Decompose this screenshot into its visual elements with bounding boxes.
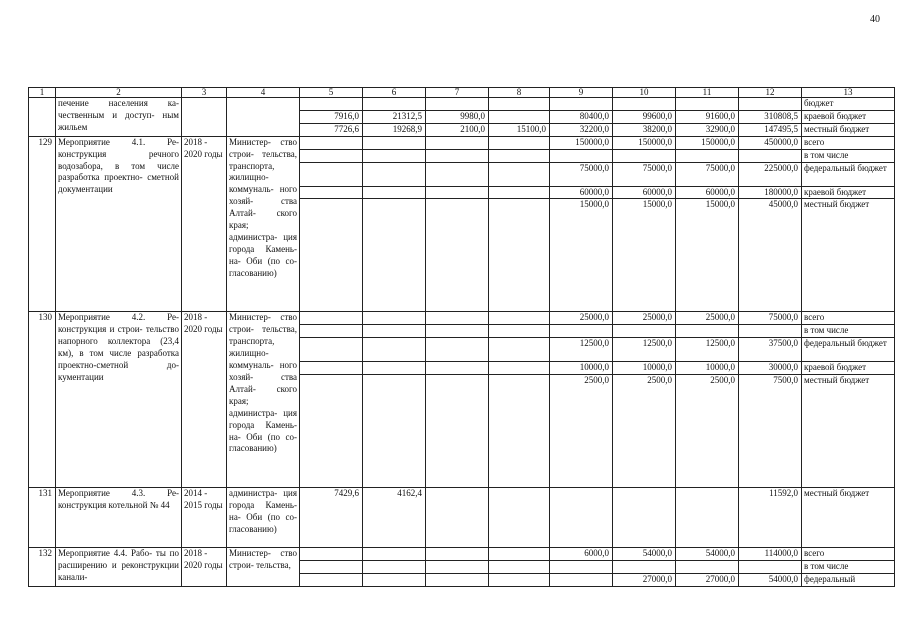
amount-cell <box>676 325 739 338</box>
amount-cell <box>550 488 613 548</box>
amount-cell: 114000,0 <box>739 548 802 561</box>
amount-cell: 45000,0 <box>739 199 802 312</box>
measure-name-cell: печение населения ка- чественным и доступ- ным жильем <box>56 98 182 137</box>
table-row <box>29 548 895 561</box>
row-number-cell: 129 <box>29 136 56 312</box>
amount-cell <box>613 98 676 111</box>
amount-cell <box>300 136 363 149</box>
amount-cell <box>300 199 363 312</box>
amount-cell <box>489 186 550 199</box>
executor-cell: Министер- ство строи- тельства, транспорта, жилищно- коммуналь- ного хозяй- ства Алтай- ского края; администра- ция города Камень-на- Оби (по со- гласованию) <box>227 136 300 312</box>
funding-source-cell: местный бюджет <box>802 375 895 488</box>
amount-cell: 60000,0 <box>550 186 613 199</box>
amount-cell: 15000,0 <box>550 199 613 312</box>
amount-cell <box>739 98 802 111</box>
amount-cell <box>550 573 613 586</box>
amount-cell: 37500,0 <box>739 338 802 362</box>
amount-cell <box>489 573 550 586</box>
amount-cell <box>363 186 426 199</box>
amount-cell: 2500,0 <box>613 375 676 488</box>
amount-cell: 10000,0 <box>676 362 739 375</box>
funding-source-cell: краевой бюджет <box>802 362 895 375</box>
amount-cell: 54000,0 <box>676 548 739 561</box>
amount-cell <box>426 362 489 375</box>
amount-cell <box>489 162 550 186</box>
amount-cell <box>300 162 363 186</box>
amount-cell <box>676 488 739 548</box>
amount-cell <box>426 149 489 162</box>
amount-cell: 75000,0 <box>739 312 802 325</box>
amount-cell <box>489 362 550 375</box>
amount-cell: 7500,0 <box>739 375 802 488</box>
measure-name-cell: Мероприятие 4.3. Ре- конструкция котельной № 44 <box>56 488 182 548</box>
amount-cell <box>426 338 489 362</box>
amount-cell <box>426 199 489 312</box>
amount-cell <box>550 149 613 162</box>
funding-source-cell: бюджет <box>802 98 895 111</box>
amount-cell <box>363 98 426 111</box>
executor-cell: администра- ция города Камень-на- Оби (по со- гласованию) <box>227 488 300 548</box>
amount-cell: 15000,0 <box>613 199 676 312</box>
amount-cell: 9980,0 <box>426 110 489 123</box>
amount-cell <box>426 186 489 199</box>
funding-source-cell: в том числе <box>802 325 895 338</box>
funding-source-cell: всего <box>802 312 895 325</box>
amount-cell <box>676 98 739 111</box>
col-header: 5 <box>300 88 363 98</box>
table-row <box>29 98 895 111</box>
amount-cell: 27000,0 <box>613 573 676 586</box>
amount-cell <box>300 573 363 586</box>
amount-cell <box>489 199 550 312</box>
col-header: 10 <box>613 88 676 98</box>
amount-cell: 60000,0 <box>613 186 676 199</box>
amount-cell: 27000,0 <box>676 573 739 586</box>
amount-cell <box>363 199 426 312</box>
funding-source-cell: местный бюджет <box>802 199 895 312</box>
amount-cell <box>300 186 363 199</box>
amount-cell <box>300 98 363 111</box>
amount-cell <box>363 338 426 362</box>
amount-cell <box>489 98 550 111</box>
col-header: 7 <box>426 88 489 98</box>
amount-cell: 4162,4 <box>363 488 426 548</box>
measure-name-cell: Мероприятие 4.4. Рабо- ты по расширению и реконструкции канали- <box>56 548 182 587</box>
row-number-cell <box>29 98 56 137</box>
page-number: 40 <box>870 14 880 25</box>
col-header: 3 <box>182 88 227 98</box>
amount-cell <box>489 548 550 561</box>
amount-cell: 180000,0 <box>739 186 802 199</box>
amount-cell: 99600,0 <box>613 110 676 123</box>
amount-cell: 2100,0 <box>426 123 489 136</box>
col-header: 8 <box>489 88 550 98</box>
amount-cell: 32200,0 <box>550 123 613 136</box>
amount-cell <box>739 561 802 574</box>
amount-cell: 2500,0 <box>550 375 613 488</box>
amount-cell <box>363 375 426 488</box>
funding-source-cell: федеральный бюджет <box>802 338 895 362</box>
amount-cell: 25000,0 <box>676 312 739 325</box>
amount-cell <box>613 325 676 338</box>
amount-cell <box>426 98 489 111</box>
amount-cell: 75000,0 <box>550 162 613 186</box>
amount-cell: 225000,0 <box>739 162 802 186</box>
amount-cell <box>426 488 489 548</box>
amount-cell: 450000,0 <box>739 136 802 149</box>
amount-cell <box>550 325 613 338</box>
amount-cell: 310808,5 <box>739 110 802 123</box>
amount-cell <box>489 110 550 123</box>
funding-source-cell: местный бюджет <box>802 123 895 136</box>
years-cell: 2018 - 2020 годы <box>182 312 227 488</box>
amount-cell: 80400,0 <box>550 110 613 123</box>
amount-cell <box>426 573 489 586</box>
amount-cell <box>363 548 426 561</box>
amount-cell <box>489 136 550 149</box>
amount-cell: 7726,6 <box>300 123 363 136</box>
executor-cell: Министер- ство строи- тельства, транспорта, жилищно- коммуналь- ного хозяй- ства Алтай- ского края; администра- ция города Камень-на- Оби (по со- гласованию) <box>227 312 300 488</box>
amount-cell <box>300 338 363 362</box>
amount-cell <box>489 325 550 338</box>
amount-cell: 32900,0 <box>676 123 739 136</box>
amount-cell: 21312,5 <box>363 110 426 123</box>
amount-cell: 147495,5 <box>739 123 802 136</box>
amount-cell <box>489 312 550 325</box>
amount-cell <box>426 548 489 561</box>
amount-cell <box>300 362 363 375</box>
amount-cell <box>489 561 550 574</box>
amount-cell: 6000,0 <box>550 548 613 561</box>
amount-cell <box>363 325 426 338</box>
amount-cell <box>613 561 676 574</box>
amount-cell <box>676 561 739 574</box>
amount-cell <box>676 149 739 162</box>
col-header: 13 <box>802 88 895 98</box>
col-header: 6 <box>363 88 426 98</box>
amount-cell <box>426 312 489 325</box>
years-cell: 2018 - 2020 годы <box>182 136 227 312</box>
amount-cell: 38200,0 <box>613 123 676 136</box>
amount-cell: 75000,0 <box>613 162 676 186</box>
col-header: 12 <box>739 88 802 98</box>
amount-cell <box>489 338 550 362</box>
funding-source-cell: в том числе <box>802 561 895 574</box>
row-number-cell: 132 <box>29 548 56 587</box>
funding-source-cell: всего <box>802 136 895 149</box>
funding-source-cell: федеральный <box>802 573 895 586</box>
amount-cell <box>426 162 489 186</box>
amount-cell <box>300 312 363 325</box>
measure-name-cell: Мероприятие 4.2. Ре- конструкция и строи- тельство напорного коллектора (23,4 км), в том числе разработка проектно-сметной до- кументации <box>56 312 182 488</box>
amount-cell: 2500,0 <box>676 375 739 488</box>
table-row <box>29 312 895 325</box>
years-cell: 2014 - 2015 годы <box>182 488 227 548</box>
header-row <box>29 88 895 98</box>
amount-cell: 10000,0 <box>613 362 676 375</box>
col-header: 4 <box>227 88 300 98</box>
amount-cell <box>363 162 426 186</box>
amount-cell <box>426 325 489 338</box>
amount-cell: 75000,0 <box>676 162 739 186</box>
amount-cell <box>363 149 426 162</box>
amount-cell: 54000,0 <box>739 573 802 586</box>
amount-cell <box>300 548 363 561</box>
funding-source-cell: краевой бюджет <box>802 186 895 199</box>
amount-cell: 12500,0 <box>550 338 613 362</box>
amount-cell <box>363 136 426 149</box>
amount-cell: 15000,0 <box>676 199 739 312</box>
table-row <box>29 488 895 548</box>
amount-cell <box>426 375 489 488</box>
amount-cell: 150000,0 <box>676 136 739 149</box>
row-number-cell: 130 <box>29 312 56 488</box>
amount-cell: 91600,0 <box>676 110 739 123</box>
col-header: 11 <box>676 88 739 98</box>
amount-cell <box>739 149 802 162</box>
col-header: 9 <box>550 88 613 98</box>
amount-cell <box>739 325 802 338</box>
amount-cell <box>363 573 426 586</box>
amount-cell: 7429,6 <box>300 488 363 548</box>
funding-source-cell: всего <box>802 548 895 561</box>
amount-cell <box>613 488 676 548</box>
years-cell <box>182 98 227 137</box>
amount-cell <box>613 149 676 162</box>
amount-cell: 10000,0 <box>550 362 613 375</box>
amount-cell <box>426 136 489 149</box>
program-table <box>28 87 895 587</box>
funding-source-cell: федеральный бюджет <box>802 162 895 186</box>
amount-cell: 25000,0 <box>550 312 613 325</box>
funding-source-cell: местный бюджет <box>802 488 895 548</box>
amount-cell: 7916,0 <box>300 110 363 123</box>
amount-cell: 11592,0 <box>739 488 802 548</box>
amount-cell: 60000,0 <box>676 186 739 199</box>
amount-cell: 150000,0 <box>550 136 613 149</box>
amount-cell <box>489 149 550 162</box>
amount-cell: 150000,0 <box>613 136 676 149</box>
amount-cell <box>300 561 363 574</box>
executor-cell: Министер- ство строи- тельства, <box>227 548 300 587</box>
amount-cell <box>363 362 426 375</box>
executor-cell <box>227 98 300 137</box>
measure-name-cell: Мероприятие 4.1. Ре- конструкция речного водозабора, в том числе разработка проектно- сметной документации <box>56 136 182 312</box>
amount-cell: 54000,0 <box>613 548 676 561</box>
amount-cell <box>363 561 426 574</box>
amount-cell <box>489 375 550 488</box>
amount-cell: 25000,0 <box>613 312 676 325</box>
col-header: 2 <box>56 88 182 98</box>
row-number-cell: 131 <box>29 488 56 548</box>
col-header: 1 <box>29 88 56 98</box>
amount-cell: 12500,0 <box>613 338 676 362</box>
funding-source-cell: краевой бюджет <box>802 110 895 123</box>
amount-cell: 15100,0 <box>489 123 550 136</box>
amount-cell <box>300 375 363 488</box>
amount-cell <box>426 561 489 574</box>
table-row <box>29 136 895 149</box>
amount-cell: 12500,0 <box>676 338 739 362</box>
years-cell: 2018 - 2020 годы <box>182 548 227 587</box>
amount-cell <box>489 488 550 548</box>
funding-source-cell: в том числе <box>802 149 895 162</box>
amount-cell <box>363 312 426 325</box>
amount-cell <box>550 98 613 111</box>
amount-cell: 30000,0 <box>739 362 802 375</box>
amount-cell: 19268,9 <box>363 123 426 136</box>
amount-cell <box>300 325 363 338</box>
amount-cell <box>300 149 363 162</box>
amount-cell <box>550 561 613 574</box>
